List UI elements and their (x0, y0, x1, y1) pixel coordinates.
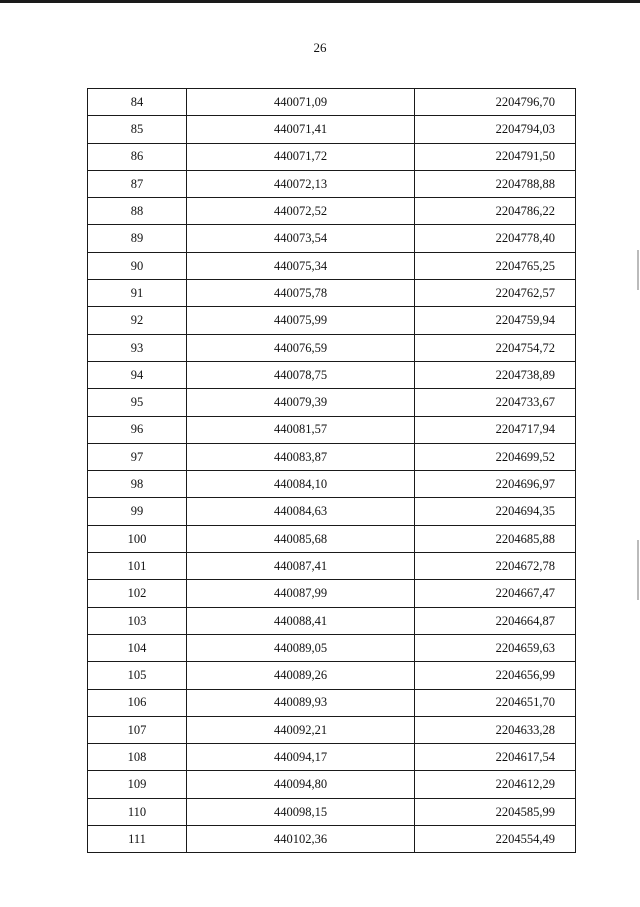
point-number-cell: 85 (88, 116, 187, 143)
table-row (88, 416, 576, 443)
point-number-cell: 84 (88, 89, 187, 116)
y-coordinate-cell: 2204765,25 (415, 252, 576, 279)
x-coordinate-cell: 440083,87 (187, 443, 415, 470)
y-coordinate-cell: 2204651,70 (415, 689, 576, 716)
table-row (88, 198, 576, 225)
table-row (88, 143, 576, 170)
table-row (88, 307, 576, 334)
point-number-cell: 86 (88, 143, 187, 170)
table-row (88, 580, 576, 607)
x-coordinate-cell: 440089,93 (187, 689, 415, 716)
point-number-cell: 96 (88, 416, 187, 443)
point-number-cell: 104 (88, 634, 187, 661)
point-number-cell: 92 (88, 307, 187, 334)
point-number-cell: 109 (88, 771, 187, 798)
table-row (88, 771, 576, 798)
y-coordinate-cell: 2204762,57 (415, 280, 576, 307)
coordinates-table (87, 88, 576, 853)
scan-edge-mark (637, 250, 639, 290)
x-coordinate-cell: 440081,57 (187, 416, 415, 443)
point-number-cell: 108 (88, 744, 187, 771)
table-row (88, 225, 576, 252)
x-coordinate-cell: 440079,39 (187, 389, 415, 416)
y-coordinate-cell: 2204659,63 (415, 634, 576, 661)
x-coordinate-cell: 440092,21 (187, 716, 415, 743)
y-coordinate-cell: 2204738,89 (415, 361, 576, 388)
table-row (88, 361, 576, 388)
y-coordinate-cell: 2204664,87 (415, 607, 576, 634)
x-coordinate-cell: 440076,59 (187, 334, 415, 361)
x-coordinate-cell: 440075,99 (187, 307, 415, 334)
x-coordinate-cell: 440087,99 (187, 580, 415, 607)
point-number-cell: 89 (88, 225, 187, 252)
y-coordinate-cell: 2204694,35 (415, 498, 576, 525)
point-number-cell: 101 (88, 553, 187, 580)
point-number-cell: 90 (88, 252, 187, 279)
y-coordinate-cell: 2204656,99 (415, 662, 576, 689)
x-coordinate-cell: 440094,80 (187, 771, 415, 798)
point-number-cell: 91 (88, 280, 187, 307)
point-number-cell: 87 (88, 170, 187, 197)
point-number-cell: 94 (88, 361, 187, 388)
x-coordinate-cell: 440073,54 (187, 225, 415, 252)
scan-edge-mark (637, 540, 639, 600)
point-number-cell: 111 (88, 826, 187, 853)
x-coordinate-cell: 440075,78 (187, 280, 415, 307)
point-number-cell: 97 (88, 443, 187, 470)
y-coordinate-cell: 2204754,72 (415, 334, 576, 361)
y-coordinate-cell: 2204617,54 (415, 744, 576, 771)
point-number-cell: 102 (88, 580, 187, 607)
table-row (88, 280, 576, 307)
table-row (88, 716, 576, 743)
y-coordinate-cell: 2204667,47 (415, 580, 576, 607)
x-coordinate-cell: 440071,72 (187, 143, 415, 170)
y-coordinate-cell: 2204786,22 (415, 198, 576, 225)
y-coordinate-cell: 2204759,94 (415, 307, 576, 334)
x-coordinate-cell: 440088,41 (187, 607, 415, 634)
point-number-cell: 106 (88, 689, 187, 716)
x-coordinate-cell: 440102,36 (187, 826, 415, 853)
y-coordinate-cell: 2204778,40 (415, 225, 576, 252)
y-coordinate-cell: 2204796,70 (415, 89, 576, 116)
table-row (88, 826, 576, 853)
y-coordinate-cell: 2204791,50 (415, 143, 576, 170)
x-coordinate-cell: 440071,41 (187, 116, 415, 143)
table-row (88, 334, 576, 361)
table-row (88, 252, 576, 279)
point-number-cell: 95 (88, 389, 187, 416)
table-row (88, 607, 576, 634)
table-row (88, 525, 576, 552)
y-coordinate-cell: 2204554,49 (415, 826, 576, 853)
point-number-cell: 93 (88, 334, 187, 361)
point-number-cell: 110 (88, 798, 187, 825)
y-coordinate-cell: 2204699,52 (415, 443, 576, 470)
y-coordinate-cell: 2204612,29 (415, 771, 576, 798)
table-row (88, 471, 576, 498)
x-coordinate-cell: 440078,75 (187, 361, 415, 388)
point-number-cell: 98 (88, 471, 187, 498)
table-row (88, 170, 576, 197)
y-coordinate-cell: 2204685,88 (415, 525, 576, 552)
x-coordinate-cell: 440072,13 (187, 170, 415, 197)
x-coordinate-cell: 440084,63 (187, 498, 415, 525)
x-coordinate-cell: 440094,17 (187, 744, 415, 771)
y-coordinate-cell: 2204717,94 (415, 416, 576, 443)
y-coordinate-cell: 2204633,28 (415, 716, 576, 743)
x-coordinate-cell: 440072,52 (187, 198, 415, 225)
table-row (88, 662, 576, 689)
x-coordinate-cell: 440084,10 (187, 471, 415, 498)
y-coordinate-cell: 2204794,03 (415, 116, 576, 143)
y-coordinate-cell: 2204585,99 (415, 798, 576, 825)
point-number-cell: 103 (88, 607, 187, 634)
point-number-cell: 107 (88, 716, 187, 743)
table-row (88, 89, 576, 116)
table-row (88, 498, 576, 525)
y-coordinate-cell: 2204733,67 (415, 389, 576, 416)
table-row (88, 553, 576, 580)
point-number-cell: 99 (88, 498, 187, 525)
x-coordinate-cell: 440098,15 (187, 798, 415, 825)
x-coordinate-cell: 440089,26 (187, 662, 415, 689)
x-coordinate-cell: 440089,05 (187, 634, 415, 661)
y-coordinate-cell: 2204672,78 (415, 553, 576, 580)
table-row (88, 744, 576, 771)
page-number: 26 (313, 40, 327, 55)
scan-top-edge (0, 0, 640, 3)
table-row (88, 116, 576, 143)
x-coordinate-cell: 440071,09 (187, 89, 415, 116)
x-coordinate-cell: 440087,41 (187, 553, 415, 580)
table-row (88, 689, 576, 716)
table-row (88, 634, 576, 661)
y-coordinate-cell: 2204696,97 (415, 471, 576, 498)
table-row (88, 798, 576, 825)
point-number-cell: 105 (88, 662, 187, 689)
point-number-cell: 88 (88, 198, 187, 225)
coordinates-table-body (88, 89, 576, 853)
x-coordinate-cell: 440075,34 (187, 252, 415, 279)
table-row (88, 443, 576, 470)
x-coordinate-cell: 440085,68 (187, 525, 415, 552)
table-row (88, 389, 576, 416)
point-number-cell: 100 (88, 525, 187, 552)
y-coordinate-cell: 2204788,88 (415, 170, 576, 197)
